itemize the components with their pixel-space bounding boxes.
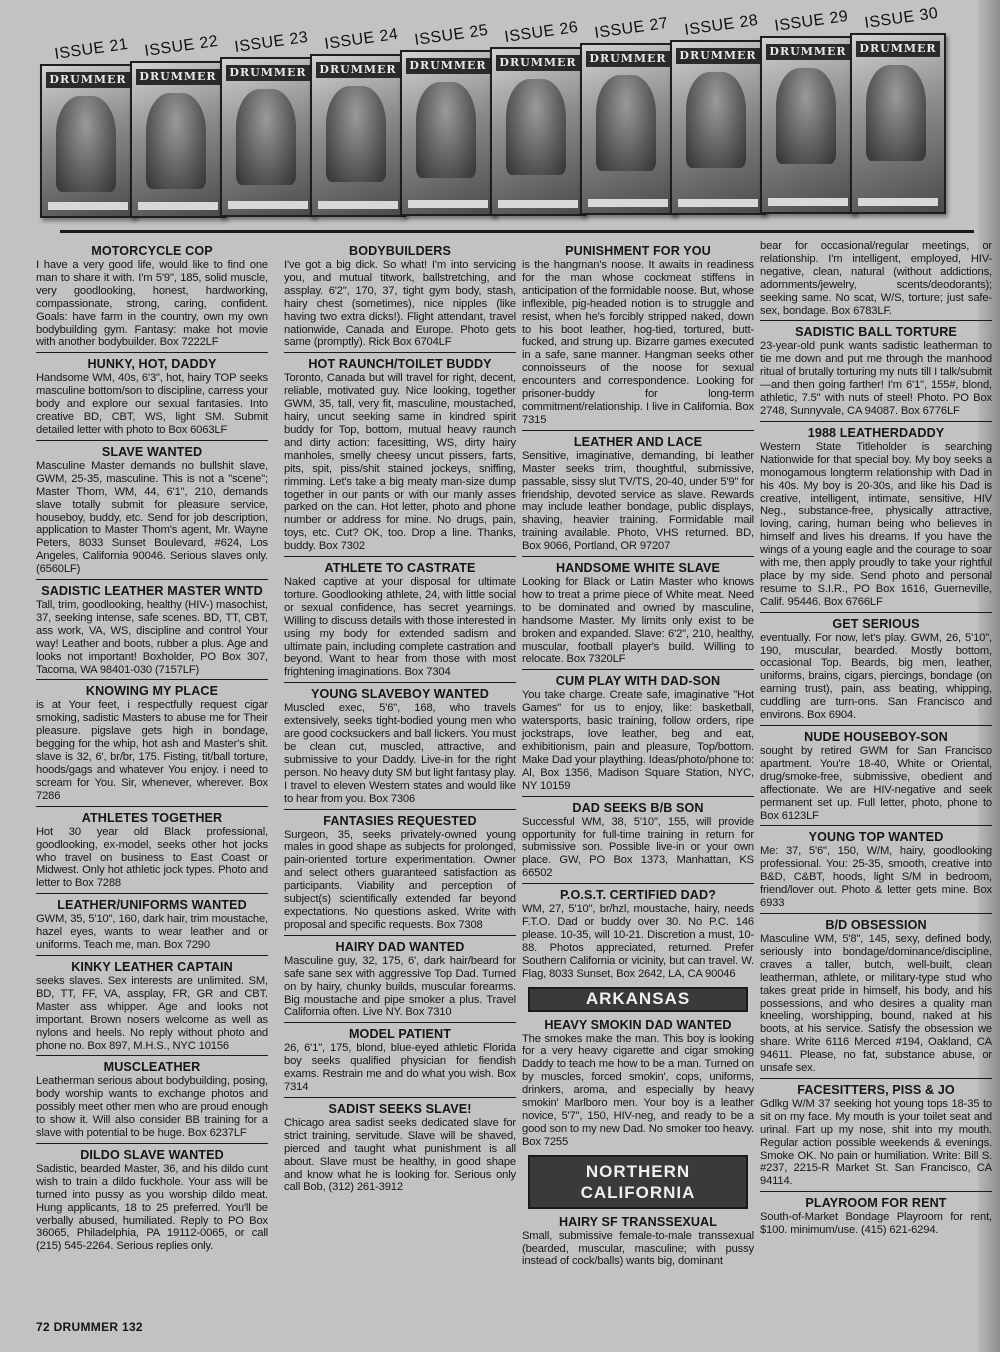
ad-headline: SADIST SEEKS SLAVE!	[328, 1101, 472, 1116]
ad-body: is at Your feet, i respectfully request cigar smoking, sadistic Masters to abuse me for Their pleasure. pigslave gets high in bondage, begging for the whip, hot ash and Master's shit. slave is 32, 6', br/br, 175. Fisting, tit/ball torture, hoods/gags and whatever You enjoy. i need to scream for You. Sir, whenever, wherever. Box 7286	[36, 699, 268, 802]
classified-ad	[36, 584, 268, 676]
ad-divider	[36, 1143, 268, 1144]
column-2	[284, 240, 516, 1196]
ad-divider	[284, 556, 516, 557]
ad-body: Handsome WM, 40s, 6'3", hot, hairy TOP seeks masculine bottom/son to discipline, carress your body and explore our sexual fantasies. Into creative BD, CBT, WS, light SM. Submit detailed letter with photo to Box 6063LF	[36, 372, 268, 436]
cover-tagline-bar	[318, 201, 398, 209]
ad-headline: HUNKY, HOT, DADDY	[87, 357, 217, 372]
ad-headline: KNOWING MY PLACE	[85, 684, 219, 699]
cover-tagline-bar	[858, 198, 938, 206]
classified-ad	[284, 357, 516, 553]
cover-masthead: DRUMMER	[226, 65, 310, 81]
cover-masthead: DRUMMER	[136, 69, 220, 85]
ad-divider	[284, 1097, 516, 1098]
classified-ad	[284, 940, 516, 1020]
banner-rule	[60, 230, 974, 233]
cover-masthead: DRUMMER	[316, 62, 400, 78]
classified-ad	[36, 898, 268, 952]
ad-divider	[36, 352, 268, 353]
cover-tagline-bar	[138, 202, 218, 210]
cover-tagline-bar	[408, 200, 488, 208]
classified-ad	[522, 1215, 754, 1269]
ad-body: sought by retired GWM for San Francisco apartment. You're 18-40, White or Oriental, drug/smoke-free, submissive, obedient and affectionate. We are HIV-negative and seek permanent set up. Full letter, photo, phone to Box 6123LF	[760, 745, 992, 822]
continued-ad-body: bear for occasional/regular meetings, or relationship. I'm intelligent, employed, HIV-negative, clean, natural (without addictions, adornments/jewelry, scents/deodorants); seeking same. No scat, W/S, torture; just safe-sex, bondage. Box 6783LF.	[760, 240, 992, 317]
column-4	[760, 240, 992, 1239]
ad-body: eventually. For now, let's play. GWM, 26, 5'10", 190, muscular, bearded. Mostly bottom, occasional Top. Beards, big men, leather, uniforms, brains, cigars, piercings, bondage (on earning trust), pain, ass beating, whipping, cuddling are turn-ons. San Francisco and environs. Box 6904.	[760, 631, 992, 722]
ad-divider	[760, 421, 992, 422]
classified-ad	[284, 244, 516, 349]
ad-body: Hot 30 year old Black professional, goodlooking, ex-model, seeks other hot jocks who travel on business to East Coast or Midwest. Only hot athletic jock types. Photo and letter to Box 7288	[36, 825, 268, 890]
classified-ad	[522, 801, 754, 881]
ad-body: 26, 6'1", 175, blond, blue-eyed athletic Florida boy seeks qualified physician for fiendish exams. Restrain me and do what you wish. Box 7314	[284, 1042, 516, 1094]
ad-headline: HANDSOME WHITE SLAVE	[555, 561, 721, 576]
ad-body: Gdlkg W/M 37 seeking hot young tops 18-35 to sit on my face. My mouth is your toilet seat and urinal. Fart up my nose, shit into my mouth. Regular action possible weekends & evenings. Smoke OK. No pain or humiliation. Write: Bill S. #237, 2215-R Market St. San Francisco, CA 94114.	[760, 1097, 992, 1188]
ad-body: is the hangman's noose. It awaits in readiness for the man whose cockmeat stiffens in anticipation of the formidable noose. But, whose inflexible, pig-headed notion is to struggle and resist, when he's forcibly stripped naked, down to his boot leather, hog-tied, tortured, butt-fucked, and strung up. Bizarre games executed in a safe, sane manner. Hangman seeks other connoisseurs of the noose for sexual encounters and correspondence. Looking for prisoner-buddy for long-term commitment/relationship. I live in California. Box 7315	[522, 259, 754, 426]
ad-body: Masculine WM, 5'8", 145, sexy, defined body, seriously into bondage/dominance/discipline, craves a taller, butch, well-built, clean leatherman, athlete, or military-type stud who takes great pride in himself, his body, and his possessions, and who desires a quality man kneeling, worshipping, bound, naked at his boots, at his service. Satisfy the obsession we share. Write 6116 Merced #194, Oakland, CA 94611. Please, no fat, substance abuse, or unsafe sex.	[760, 932, 992, 1075]
ad-divider	[760, 612, 992, 613]
state-section-header: ARKANSAS	[528, 987, 748, 1012]
ad-body: I have a very good life, would like to find one man to share it with. I'm 5'9", 185, solid muscle, very goodlooking, honest, hardworking, compassionate, strong, caring, confident. Goals: have farm in the country, own my own bodybuilding gym. Fantasy: make hot movie with another bodybuilder. Box 7222LF	[36, 259, 268, 349]
ad-divider	[760, 1191, 992, 1192]
classified-ad	[522, 244, 754, 427]
page-footer: 72 DRUMMER 132	[36, 1320, 143, 1334]
classified-ad	[284, 561, 516, 679]
classified-ad	[36, 960, 268, 1052]
cover-tagline-bar	[228, 201, 308, 209]
ad-body: Naked captive at your disposal for ultimate torture. Goodlooking athlete, 24, with little social or sexual confidence, has secret yearnings. Willing to discuss details with those interested in using my body for extended sadism and ultimate pain, including complete castration and beyond. Want to hear from those with most frightening imaginations. Box 7304	[284, 576, 516, 679]
ad-headline: FACESITTERS, PISS & JO	[797, 1082, 955, 1097]
issue-label: ISSUE 26	[503, 18, 580, 46]
cover-tagline-bar	[588, 199, 668, 207]
classified-ad	[36, 445, 268, 576]
ad-headline: CUM PLAY WITH DAD-SON	[555, 674, 721, 689]
cover-photo	[596, 75, 656, 171]
ad-headline: MUSCLEATHER	[103, 1060, 201, 1075]
cover-masthead: DRUMMER	[586, 51, 670, 67]
ad-divider	[284, 935, 516, 936]
ad-body: Toronto, Canada but will travel for right, decent, reliable, motivated guy. Nice looking, together GWM, 35, tall, very fit, masculine, moustached, hairy, uncut seeking same in kindred spirit buddy for Top, bottom, mutual heavy raunch and dirty action: facesitting, WS, dirty hairy manholes, smelly cheesy uncut pissers, farts, pits, spit, piss/shit stained jockeys, sniffing, rimming. Let's take a big meaty man-size dump together in our pants or with our manly asses parked on the can. Hot letter, photo and phone number or address for mine. No drugs, pain, toys, etc. Cut? OK, too. Drop a line. Thanks, buddy. Box 7302	[284, 372, 516, 553]
issue-cover	[850, 33, 946, 214]
ad-headline: FANTASIES REQUESTED	[323, 813, 477, 828]
ad-body: Surgeon, 35, seeks privately-owned young males in good shape as subjects for prolonged, pain-oriented torture experimentation. Owner and select others guaranteed satisfaction as participants. Viability and perception of subject(s) scientifically extended far beyond expectations. No questions asked. Write with proposal and specific requests. Box 7308	[284, 828, 516, 931]
ad-headline: BODYBUILDERS	[349, 244, 451, 258]
ad-headline: SADISTIC LEATHER MASTER WNTD	[41, 584, 263, 599]
ad-divider	[36, 679, 268, 680]
ad-divider	[760, 913, 992, 914]
ad-headline: PLAYROOM FOR RENT	[805, 1196, 947, 1211]
ad-divider	[522, 556, 754, 557]
classified-ad	[284, 1027, 516, 1094]
cover-photo	[236, 89, 296, 185]
ad-headline: SLAVE WANTED	[101, 444, 203, 459]
cover-masthead: DRUMMER	[46, 72, 130, 88]
ad-headline: KINKY LEATHER CAPTAIN	[71, 959, 233, 974]
ad-body: Looking for Black or Latin Master who knows how to treat a prime piece of White meat. Need to be dominated and owned by masculine, handsome Master. My limits only exist to be broken and expanded. Slave: 6'2", 210, healthy, muscular, football player's build. Willing to relocate. Box 7320LF	[522, 576, 754, 666]
ad-divider	[36, 440, 268, 441]
ad-headline: SADISTIC BALL TORTURE	[795, 325, 957, 340]
ad-body: The smokes make the man. This boy is looking for a very heavy cigarette and cigar smoking Daddy to teach me how to be a man. Turned on by muscles, forced smokin', cops, uniforms, drinkers, aroma, and especially by heavy smokin' Marlboro men. Your boy is a leather novice, 5'7", 150, HIV-neg, and ready to be a good son to my new Dad. No smoker too heavy. Box 7255	[522, 1032, 754, 1148]
ad-body: Masculine Master demands no bullshit slave, GWM, 25-35, masculine. This is not a "scene"; Master Thom, WM, 44, 6'1", 210, demands slave totally submit for pleasure service, houseboy, buddy, etc. Send for job description, application to Master Thom's agent, Mr. Wayne Peters, 8033 Sunset Boulevard, #624, Los Angeles, California 90046. Serious slaves only. (6560LF)	[36, 459, 268, 576]
cover-tagline-bar	[678, 199, 758, 207]
issue-cover	[310, 54, 406, 217]
ad-headline: B/D OBSESSION	[825, 917, 927, 932]
ad-divider	[36, 806, 268, 807]
classified-ad	[36, 684, 268, 802]
cover-tagline-bar	[768, 198, 848, 206]
issue-label: ISSUE 23	[233, 28, 310, 57]
ad-headline: DILDO SLAVE WANTED	[80, 1147, 224, 1162]
issue-label: ISSUE 29	[773, 7, 850, 36]
issue-cover	[670, 40, 766, 215]
ad-body: South-of-Market Bondage Playroom for rent, $100. minimum/use. (415) 621-6294.	[760, 1211, 992, 1237]
cover-masthead: DRUMMER	[856, 41, 940, 57]
ad-body: Me: 37, 5'6", 150, W/M, hairy, goodlooking professional. You: 25-35, smooth, creative into B&D, C&BT, hoods, light S/M in bedroom, friend/lover out. Photo & letter gets mine. Box 6933	[760, 845, 992, 910]
ad-headline: HAIRY DAD WANTED	[335, 939, 465, 954]
ad-divider	[36, 955, 268, 956]
classified-ad	[522, 674, 754, 792]
cover-masthead: DRUMMER	[406, 58, 490, 74]
classified-ad	[284, 687, 516, 805]
ad-headline: P.O.S.T. CERTIFIED DAD?	[559, 888, 716, 903]
ad-divider	[284, 809, 516, 810]
issue-cover	[130, 61, 226, 218]
ad-headline: HEAVY SMOKIN DAD WANTED	[544, 1017, 732, 1032]
ad-headline: MOTORCYCLE COP	[91, 244, 213, 258]
ad-divider	[36, 579, 268, 580]
cover-masthead: DRUMMER	[676, 48, 760, 64]
cover-masthead: DRUMMER	[766, 44, 850, 60]
ad-headline: ATHLETES TOGETHER	[81, 810, 223, 825]
state-name-line: CALIFORNIA	[580, 1182, 696, 1202]
cover-photo	[326, 86, 386, 182]
classified-ad	[284, 814, 516, 932]
issue-cover	[400, 50, 496, 216]
ad-divider	[284, 352, 516, 353]
issue-label: ISSUE 27	[593, 14, 670, 43]
classified-ad	[36, 357, 268, 437]
ad-divider	[522, 796, 754, 797]
cover-photo	[866, 65, 926, 161]
cover-tagline-bar	[48, 202, 128, 210]
column-1	[36, 240, 268, 1255]
cover-photo	[506, 79, 566, 175]
ad-body: Sensitive, imaginative, demanding, bi leather Master seeks trim, thoughtful, submissive, passable, sissy slut TV/TS, 20-40, under 5'9" for friendship, devoted service as slave. Rewards may include leather bondage, public displays, shaving, heavier training. Formidable mail training available. Photo, VHS returned. BD, Box 9066, Portland, OR 97207	[522, 449, 754, 553]
ad-divider	[36, 893, 268, 894]
ad-divider	[760, 725, 992, 726]
issue-cover	[580, 43, 676, 215]
column-3	[522, 240, 754, 1270]
cover-tagline-bar	[498, 200, 578, 208]
ad-body: You take charge. Create safe, imaginative "Hot Games" for us to enjoy, like: basketball, watersports, basic training, follow orders, ripe jockstraps, love leather, beg and eat, exhibitionism, pain and pleasure, Top/bottom. Make Dad your plaything. Ideas/photo/phone to: Al, Box 1356, Madison Square Station, NYC, NY 10159	[522, 689, 754, 792]
issue-label: ISSUE 24	[323, 25, 400, 53]
ad-divider	[760, 825, 992, 826]
ad-headline: HAIRY SF TRANSSEXUAL	[558, 1214, 718, 1229]
ad-divider	[760, 320, 992, 321]
classified-ad	[760, 918, 992, 1075]
ad-divider	[522, 669, 754, 670]
classified-ad	[522, 435, 754, 553]
classified-ad	[522, 888, 754, 980]
ad-headline: ATHLETE TO CASTRATE	[324, 561, 476, 576]
classified-ad	[522, 1018, 754, 1149]
issue-label: ISSUE 22	[143, 32, 220, 60]
state-section-header	[528, 1155, 748, 1209]
classified-ad	[36, 811, 268, 891]
ad-headline: HOT RAUNCH/TOILET BUDDY	[308, 357, 492, 372]
ad-body: Successful WM, 38, 5'10", 155, will provide opportunity for full-time training in return for submissive son. Possible live-in or your own place. GW, PO Box 1373, Manhattan, KS 66502	[522, 815, 754, 880]
classified-ad	[284, 1102, 516, 1194]
ad-body: Masculine guy, 32, 175, 6', dark hair/beard for safe sane sex with aggressive Top Dad. Turned on by hairy, chunky builds, muscular forearms. Big moustache and pipe smoker a plus. Travel California often. Live NY. Box 7310	[284, 954, 516, 1019]
ad-body: Small, submissive female-to-male transsexual (bearded, muscular, masculine; with pussy instead of cock/balls) wants big, dominant	[522, 1229, 754, 1268]
ad-headline: 1988 LEATHERDADDY	[807, 425, 945, 440]
ad-headline: NUDE HOUSEBOY-SON	[804, 730, 948, 744]
ad-headline: MODEL PATIENT	[348, 1027, 452, 1042]
ad-headline: DAD SEEKS B/B SON	[572, 800, 704, 815]
classified-ad	[760, 830, 992, 910]
classified-ad	[760, 325, 992, 417]
ad-headline: LEATHER AND LACE	[573, 434, 703, 449]
classified-ad	[36, 244, 268, 349]
issue-cover	[40, 64, 136, 218]
ad-headline: YOUNG TOP WANTED	[808, 830, 944, 845]
ad-body: I've got a big dick. So what! I'm into servicing you, and mutual titwork, ballstretching, and assplay. 6'2", 170, 37, tight gym body, stash, hairy chest (sometimes), nice nipples (like having two extra dicks!). Flight attendant, travel nationwide, Canada and Europe. Photo gets same (promptly). Rick Box 6704LF	[284, 259, 516, 349]
classified-ad	[36, 1060, 268, 1140]
ad-body: WM, 27, 5'10", br/hzl, moustache, hairy, needs F.T.O. Dad or buddy over 30. No P.C. 146 please. 10-35, will 10-21. Discretion a must, 10-88. Photos appreciated, returned. Prefer Southern California or vicinity, but can travel. W. Flag, 8033 Sunset, Box 2642, LA, CA 90046	[522, 903, 754, 980]
issue-cover	[760, 36, 856, 214]
ad-divider	[284, 1022, 516, 1023]
cover-photo	[146, 93, 206, 189]
ad-body: Leatherman serious about bodybuilding, posing, body worship wants to exchange photos and possibly meet other men who are proud enough to show it. Will also consider BB training for a slave with potential to be huge. Box 6237LF	[36, 1075, 268, 1140]
issue-label: ISSUE 30	[863, 4, 940, 32]
issue-label: ISSUE 28	[683, 11, 760, 39]
ad-divider	[760, 1078, 992, 1079]
issue-cover	[490, 47, 586, 216]
classified-ad	[760, 730, 992, 822]
ad-body: 23-year-old punk wants sadistic leatherman to tie me down and put me through the manhood ritual of brutally torturing my nuts till I talk/submit—and then going farther! I'm 6'1", 155#, blond, athletic, 7.5" with nuts of steel! Photo. PO Box 2748, Sunnyvale, CA 94087. Box 6776LF	[760, 340, 992, 417]
ad-body: seeks slaves. Sex interests are unlimited. SM, BD, TT, FF, VA, assplay, FR, GR and CBT. Master ass whipper. Age and looks not important. Brown nosers welcome as well as nylons and heels. No reply without photo and phone no. Box 897, M.H.S., NYC 10156	[36, 974, 268, 1052]
ad-headline: YOUNG SLAVEBOY WANTED	[311, 687, 489, 702]
ad-body: Muscled exec, 5'6", 168, who travels extensively, seeks tight-bodied young men who are good cocksuckers and ball lickers. You must be clean cut, muscled, attractive, and submissive to your Daddy. Live-in for the right person. No heavy duty SM but light fantasy play. I travel to eleven Western states and would like to hear from you. Box 7306	[284, 702, 517, 805]
ad-headline: PUNISHMENT FOR YOU	[565, 244, 711, 258]
ad-body: GWM, 35, 5'10", 160, dark hair, trim moustache, hazel eyes, wants to wear leather and or uniforms. Teach me, man. Box 7290	[36, 913, 268, 952]
cover-photo	[56, 96, 116, 192]
ad-divider	[284, 682, 516, 683]
classified-ad	[36, 1148, 268, 1253]
issue-label: ISSUE 21	[53, 35, 130, 64]
ad-body: Western State Titleholder is searching Nationwide for that special boy. My boy seeks a monogamous longterm relationship with Dad in his 40s. My boy is 20-30s, and like his Dad is creative, intelligent, intimate, sensitive, HIV Neg., substance-free, physically attractive, loving, caring, human being who believes in himself and lives his dreams. If you have the wings of a young eagle and the courage to soar with me, then apply proudly to take your rightful place by my side. Send photo and personal resume to S.I.R., PO Box 1616, Guerneville, Calif. 95446. Box 6766LF	[760, 440, 992, 608]
ad-headline: GET SERIOUS	[832, 616, 920, 631]
issue-cover	[220, 57, 316, 217]
cover-photo	[776, 68, 836, 164]
back-issue-covers-banner	[36, 4, 976, 230]
state-name-line: NORTHERN	[585, 1161, 691, 1181]
classified-ad	[760, 1083, 992, 1188]
ad-divider	[36, 1055, 268, 1056]
classified-ad	[760, 1196, 992, 1237]
classified-ad	[760, 617, 992, 722]
classified-ad	[760, 426, 992, 609]
classified-ad	[522, 561, 754, 666]
cover-masthead: DRUMMER	[496, 55, 580, 71]
cover-photo	[416, 82, 476, 178]
ad-divider	[522, 883, 754, 884]
ad-body: Chicago area sadist seeks dedicated slave for strict training, servitude. Slave will be shaved, pierced and taught what punishment is all about. Slave must be healthy, in good shape and know what he is looking for. Serious only call Bob, (312) 261-3912	[284, 1116, 516, 1194]
ad-headline: LEATHER/UNIFORMS WANTED	[57, 898, 247, 913]
ad-body: Tall, trim, goodlooking, healthy (HIV-) masochist, 37, seeking intense, safe scenes. BD, TT, CBT, ass work, VA, WS, discipline and control Your way! Leather and boots, rubber a plus. Age and looks not important! Boxholder, PO Box 307, Tacoma, WA 98401-030 (7157LF)	[36, 599, 268, 676]
cover-photo	[686, 72, 746, 168]
ad-divider	[522, 430, 754, 431]
issue-label: ISSUE 25	[413, 21, 490, 50]
ad-body: Sadistic, bearded Master, 36, and his dildo cunt wish to train a dildo fuckhole. Your ass will be turned into pussy as you worship dildo meat. Hung applicants, 18 to 25 preferred. You'll be verbally abused, humiliated. Reply to PO Box 36065, Philadelphia, PA 19112-0065, or call (215) 545-2264. Serious replies only.	[36, 1162, 268, 1253]
